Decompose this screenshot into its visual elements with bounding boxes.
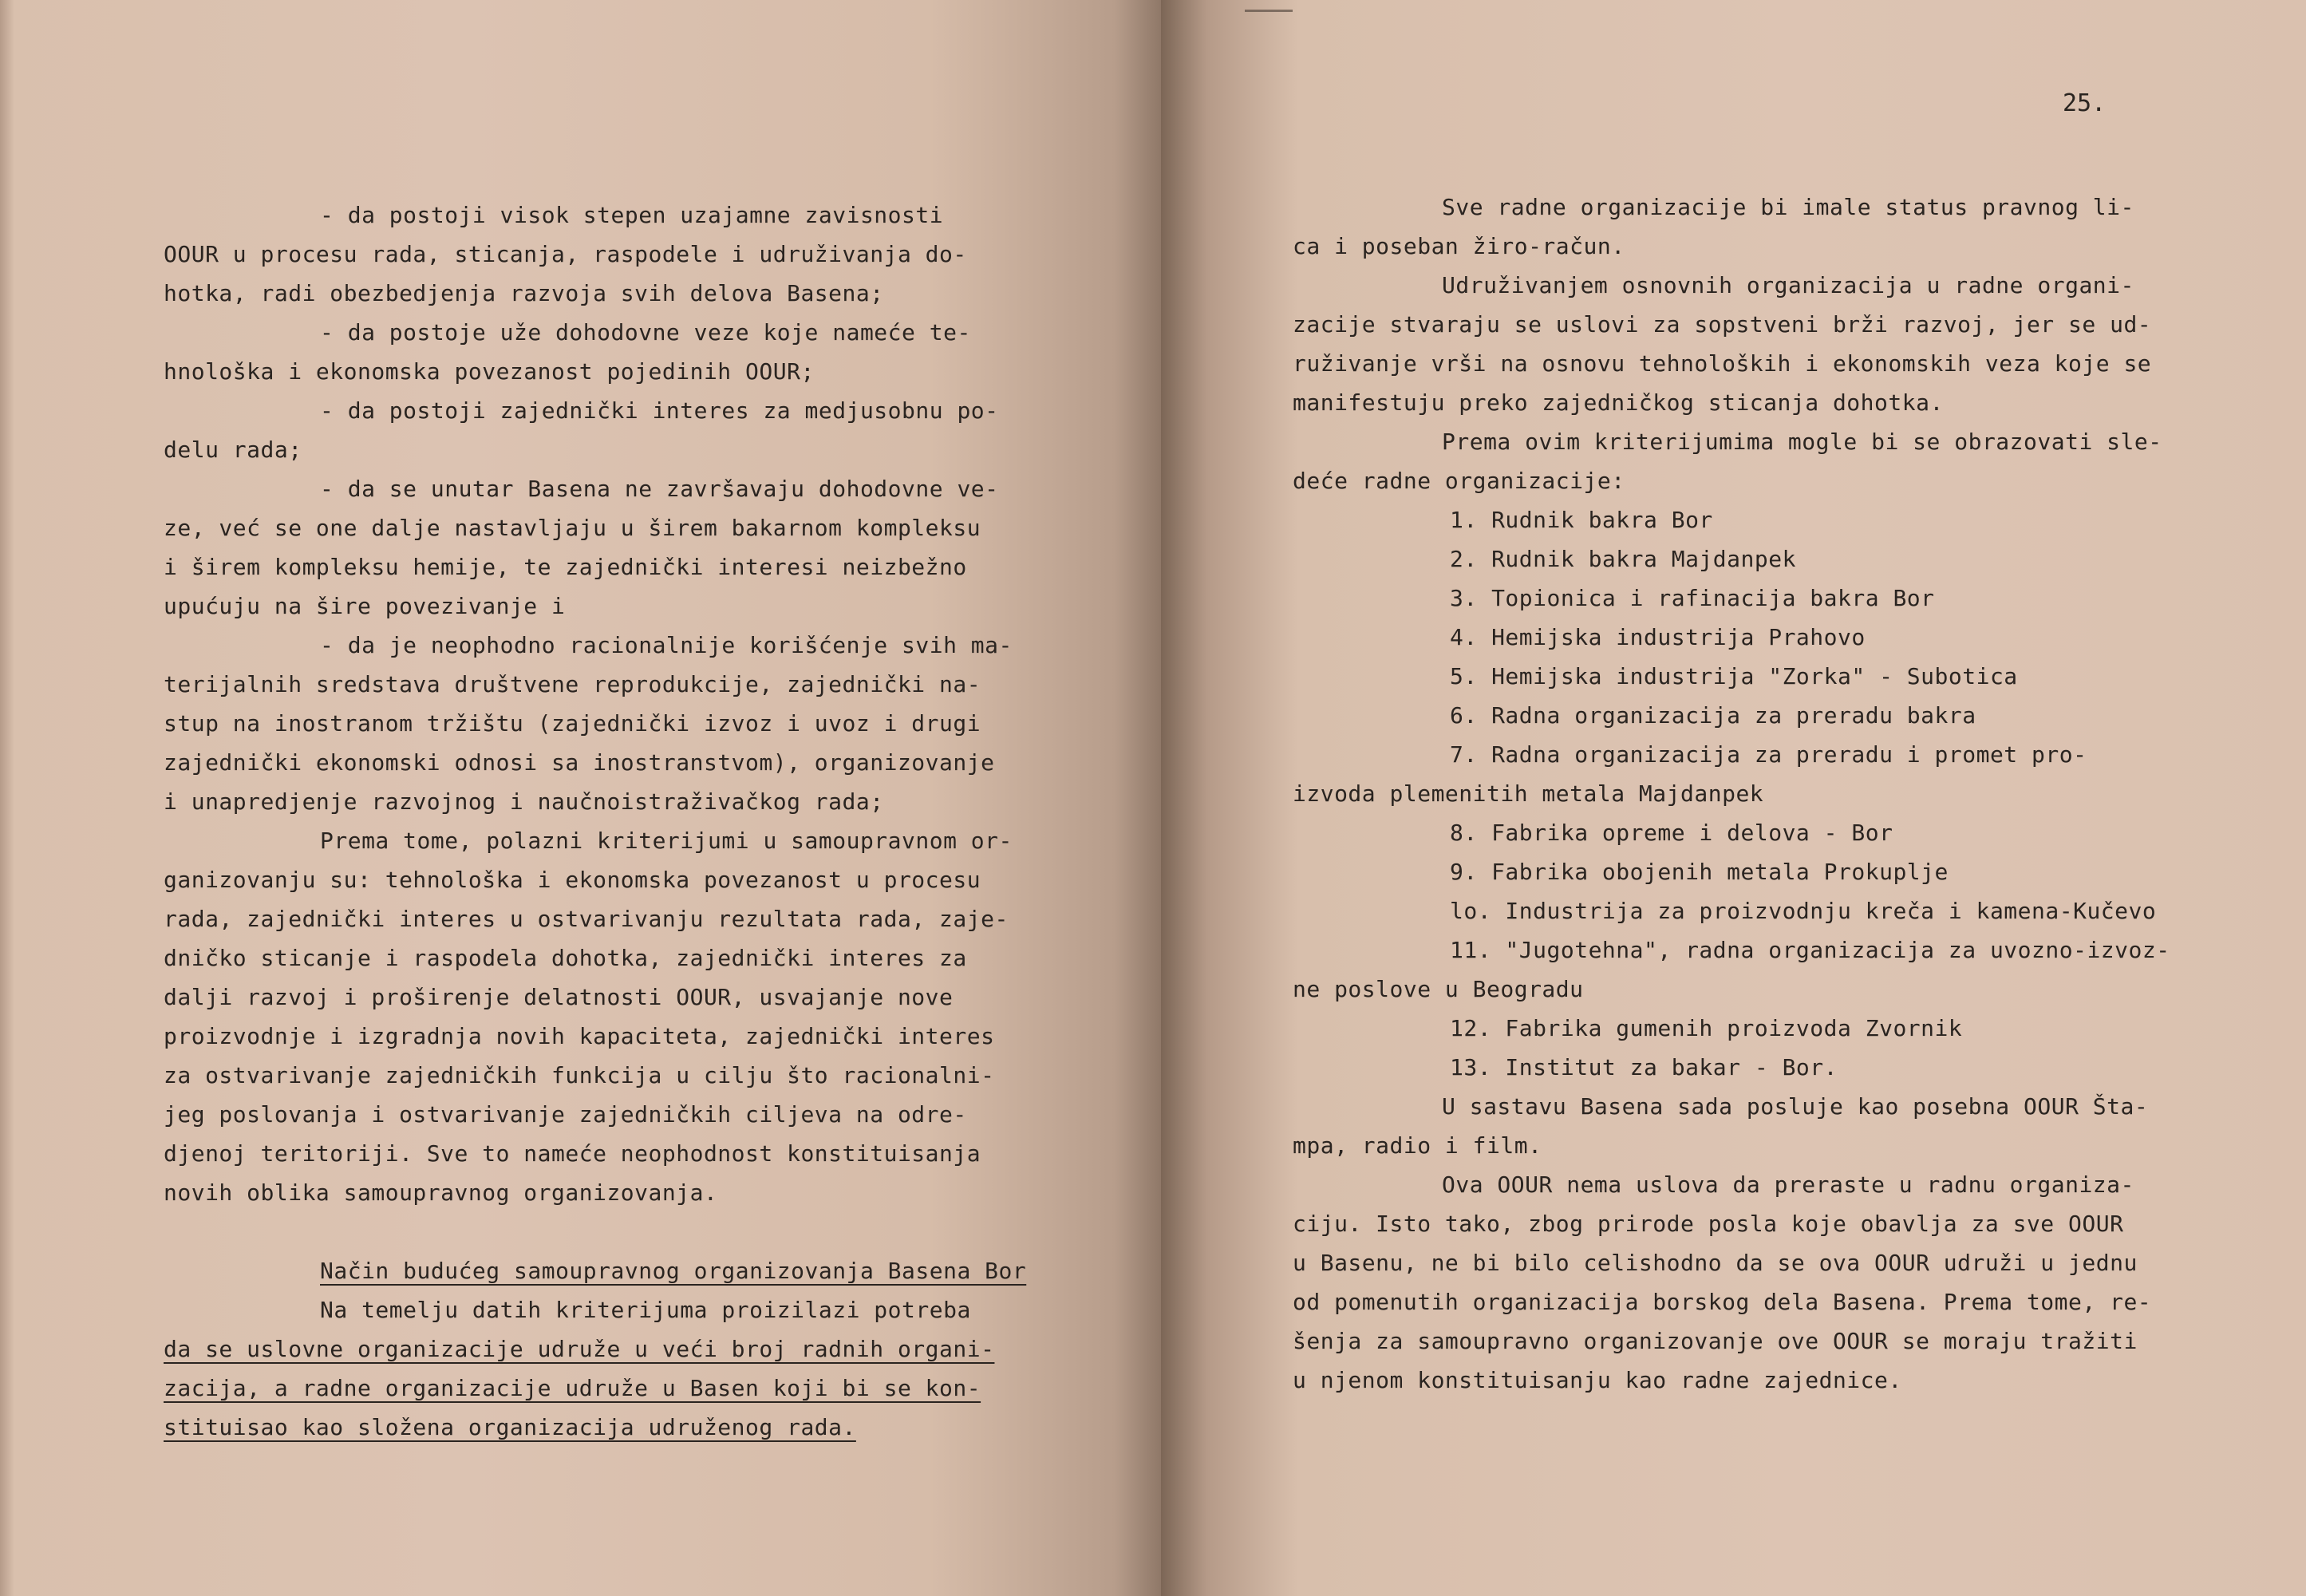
text-line: 7. Radna organizacija za preradu i promet pro- (1450, 741, 2087, 768)
text-line: OOUR u procesu rada, sticanja, raspodele i udruživanja do- (164, 241, 967, 267)
text-line: novih oblika samoupravnog organizovanja. (164, 1179, 718, 1206)
text-line: i širem kompleksu hemije, te zajednički interesi neizbežno (164, 554, 967, 580)
page-edge (0, 0, 14, 1596)
text-line: 8. Fabrika opreme i delova - Bor (1450, 820, 1893, 846)
text-line: Način budućeg samoupravnog organizovanja Basena Bor (320, 1258, 1027, 1284)
text-line: 9. Fabrika obojenih metala Prokuplje (1450, 859, 1949, 885)
text-line: Sve radne organizacije bi imale status pravnog li- (1442, 194, 2134, 220)
text-line: zacija, a radne organizacije udruže u Basen koji bi se kon- (164, 1375, 981, 1401)
text-line: mpa, radio i film. (1293, 1132, 1542, 1159)
text-line: zacije stvaraju se uslovi za sopstveni brži razvoj, jer se ud- (1293, 311, 2152, 338)
text-line: u njenom konstituisanju kao radne zajednice. (1293, 1367, 1902, 1393)
text-line: i unapredjenje razvojnog i naučnoistraživačkog rada; (164, 788, 884, 815)
text-line: ganizovanju su: tehnološka i ekonomska povezanost u procesu (164, 867, 981, 893)
text-line: za ostvarivanje zajedničkih funkcija u cilju što racionalni- (164, 1062, 995, 1088)
text-line: stituisao kao složena organizacija udruženog rada. (164, 1414, 856, 1440)
text-line: - da se unutar Basena ne završavaju dohodovne ve- (320, 476, 999, 502)
text-line: - da postoji zajednički interes za medjusobnu po- (320, 397, 999, 424)
text-line: 6. Radna organizacija za preradu bakra (1450, 702, 1976, 729)
text-line: terijalnih sredstava društvene reprodukcije, zajednički na- (164, 671, 981, 697)
text-line: hotka, radi obezbedjenja razvoja svih delova Basena; (164, 280, 884, 306)
text-line: djenoj teritoriji. Sve to nameće neophodnost konstituisanja (164, 1140, 981, 1167)
text-line: - da je neophodno racionalnije korišćenje svih ma- (320, 632, 1013, 658)
left-page-text (164, 196, 1026, 1447)
text-line: ca i poseban žiro-račun. (1293, 233, 1625, 259)
text-line: - da postoje uže dohodovne veze koje nameće te- (320, 319, 971, 346)
text-line: hnološka i ekonomska povezanost pojedinih OOUR; (164, 358, 815, 385)
text-line: u Basenu, ne bi bilo celishodno da se ova OOUR udruži u jednu (1293, 1250, 2138, 1276)
text-line: 3. Topionica i rafinacija bakra Bor (1450, 585, 1935, 611)
text-line: lo. Industrija za proizvodnju kreča i kamena-Kučevo (1450, 898, 2157, 924)
text-line: 12. Fabrika gumenih proizvoda Zvornik (1450, 1015, 1963, 1041)
text-line: rada, zajednički interes u ostvarivanju rezultata rada, zaje- (164, 906, 1009, 932)
text-line: dalji razvoj i proširenje delatnosti OOUR, usvajanje nove (164, 984, 954, 1010)
text-line: 13. Institut za bakar - Bor. (1450, 1054, 1838, 1080)
text-line: 1. Rudnik bakra Bor (1450, 507, 1713, 533)
text-line: izvoda plemenitih metala Majdanpek (1293, 780, 1764, 807)
text-line: dničko sticanje i raspodela dohotka, zajednički interes za (164, 945, 967, 971)
text-line: 11. "Jugotehna", radna organizacija za uvozno-izvoz- (1450, 937, 2170, 963)
text-line: ruživanje vrši na osnovu tehnoloških i ekonomskih veza koje se (1293, 350, 2152, 377)
text-line: jeg poslovanja i ostvarivanje zajedničkih ciljeva na odre- (164, 1101, 967, 1128)
text-line: ciju. Isto tako, zbog prirode posla koje obavlja za sve OOUR (1293, 1211, 2124, 1237)
text-line: da se uslovne organizacije udruže u veći broj radnih organi- (164, 1336, 995, 1362)
text-line: proizvodnje i izgradnja novih kapaciteta, zajednički interes (164, 1023, 995, 1049)
text-line: Udruživanjem osnovnih organizacija u radne organi- (1442, 272, 2134, 298)
text-line: 2. Rudnik bakra Majdanpek (1450, 546, 1796, 572)
text-line: Prema ovim kriterijumima mogle bi se obrazovati sle- (1442, 429, 2162, 455)
page-number: 25. (2063, 89, 2107, 117)
text-line: U sastavu Basena sada posluje kao posebna OOUR Šta- (1442, 1093, 2149, 1120)
text-line: deće radne organizacije: (1293, 468, 1625, 494)
text-line: šenja za samoupravno organizovanje ove OOUR se moraju tražiti (1293, 1328, 2138, 1354)
text-line: upućuju na šire povezivanje i (164, 593, 566, 619)
text-line: delu rada; (164, 437, 302, 463)
text-line: stup na inostranom tržištu (zajednički izvoz i uvoz i drugi (164, 710, 981, 737)
text-line: ne poslove u Beogradu (1293, 976, 1584, 1002)
text-line: Na temelju datih kriterijuma proizilazi potreba (320, 1297, 971, 1323)
text-line: - da postoji visok stepen uzajamne zavisnosti (320, 202, 944, 228)
text-line: Ova OOUR nema uslova da preraste u radnu organiza- (1442, 1171, 2134, 1198)
text-line: 4. Hemijska industrija Prahovo (1450, 624, 1866, 650)
ink-mark (1245, 10, 1293, 12)
text-line: 5. Hemijska industrija "Zorka" - Subotica (1450, 663, 2018, 689)
right-page-text (1293, 188, 2170, 1400)
text-line: manifestuju preko zajedničkog sticanja dohotka. (1293, 389, 1944, 416)
text-line: zajednički ekonomski odnosi sa inostranstvom), organizovanje (164, 749, 995, 776)
text-line: od pomenutih organizacija borskog dela Basena. Prema tome, re- (1293, 1289, 2152, 1315)
text-line: Prema tome, polazni kriterijumi u samoupravnom or- (320, 828, 1013, 854)
text-line (164, 1212, 1026, 1251)
text-line: ze, već se one dalje nastavljaju u širem bakarnom kompleksu (164, 515, 981, 541)
